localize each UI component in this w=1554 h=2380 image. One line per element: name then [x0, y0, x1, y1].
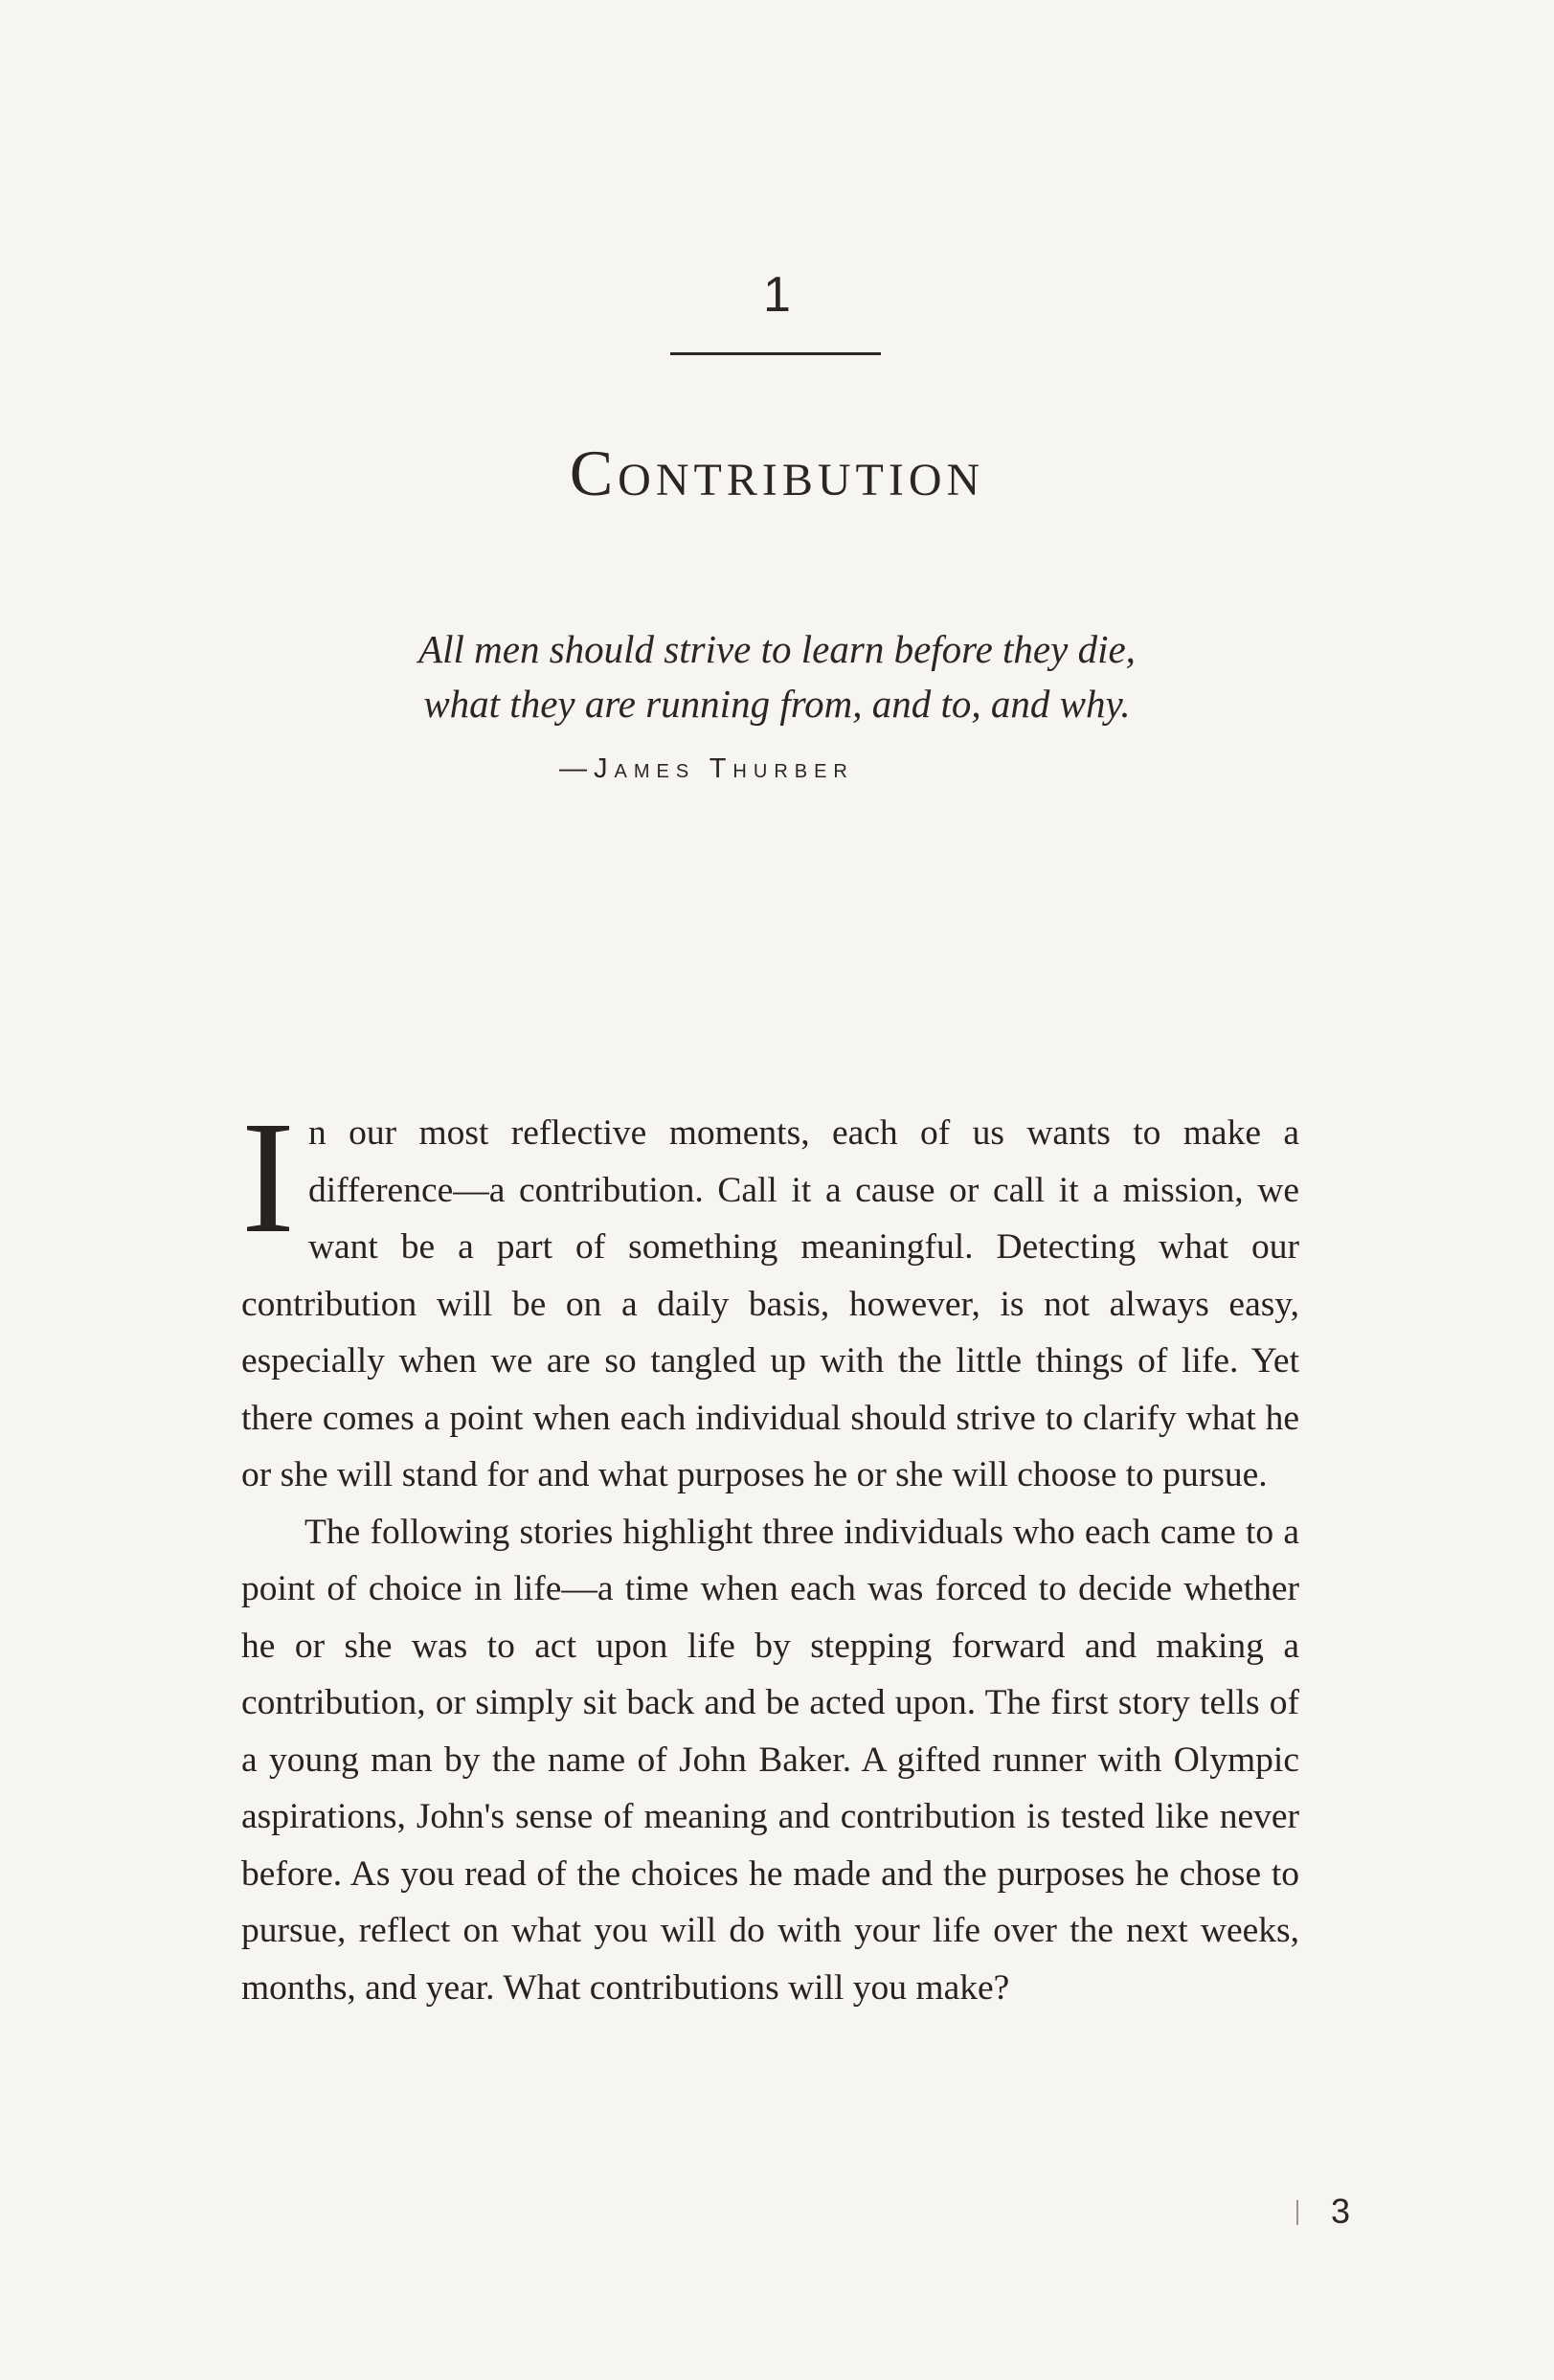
paragraph [241, 1089, 1299, 1504]
epigraph-attribution: —James Thurber [559, 753, 854, 784]
paragraph-1-text: n our most reflective moments, each of us wants to make a difference—a contribution. Call it a cause or call it a mission, we want be a part of something meaningful. Detecting what our contribution will be on a daily basis, however, is not always easy, especially when we are so tangled up with the little things of life. Yet there comes a point when each individual should strive to clarify what he or she will stand for and what purposes he or she will choose to pursue. [241, 1113, 1299, 1494]
chapter-title: Contribution [569, 437, 985, 509]
epigraph-line-2: what they are running from, and to, and why. [423, 682, 1131, 726]
epigraph-line-1: All men should strive to learn before they die, [418, 627, 1136, 671]
page-number: 3 [1331, 2191, 1351, 2231]
paragraph: The following stories highlight three individuals who each came to a point of choice in life—a time when each was forced to decide whether he or she was to act upon life by stepping forward and making a contribution, or simply sit back and be acted upon. The first story tells of a young man by the name of John Baker. A gifted runner with Olympic aspirations, John's sense of meaning and contribution is tested like never before. As you read of the choices he made and the purposes he chose to pursue, reflect on what you will do with your life over the next weeks, months, and year. What contributions will you make? [241, 1512, 1299, 2008]
drop-cap: I [241, 1089, 295, 1267]
body-text [241, 1089, 1299, 2016]
chapter-divider [670, 352, 881, 355]
page-number-mark [1296, 2200, 1298, 2225]
chapter-number: 1 [763, 267, 791, 323]
epigraph [0, 622, 1554, 731]
